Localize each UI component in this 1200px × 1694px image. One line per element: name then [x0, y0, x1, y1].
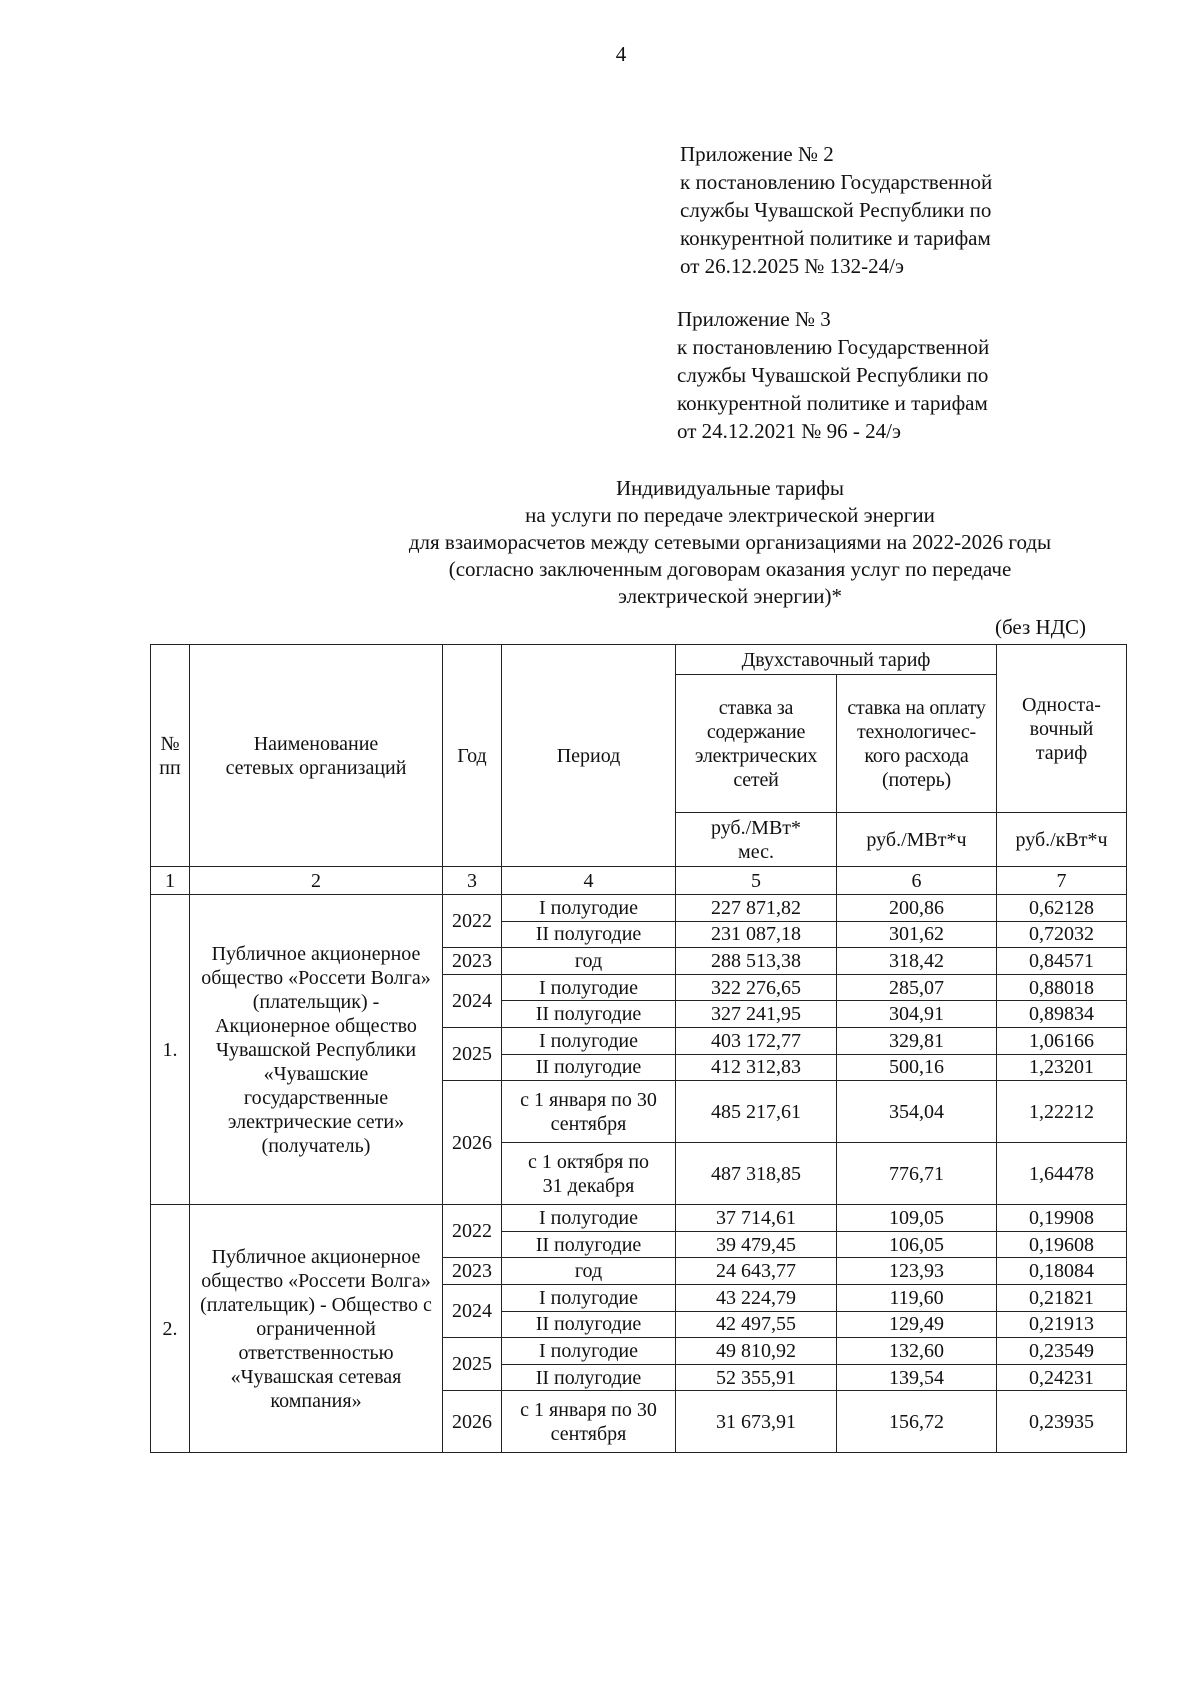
single-rate-cell: 1,22212 [997, 1081, 1127, 1143]
year-cell: 2022 [443, 895, 502, 948]
period-cell: II полугодие [502, 921, 676, 948]
year-cell: 2026 [443, 1081, 502, 1205]
maintenance-rate-cell: 31 673,91 [676, 1391, 837, 1453]
single-rate-cell: 0,88018 [997, 974, 1127, 1001]
table-body [151, 895, 1127, 1453]
losses-rate-cell: 329,81 [837, 1027, 997, 1054]
organization-name: Публичное акционерное общество «Россети Волга» (плательщик) - Акционерное общество Чувашской Республики «Чувашские государственные электрические сети» (получатель) [190, 895, 443, 1205]
maintenance-rate-cell: 412 312,83 [676, 1054, 837, 1081]
appendix-line: от 24.12.2021 № 96 - 24/э [677, 419, 902, 443]
period-cell: год [502, 1258, 676, 1285]
maintenance-rate-cell: 485 217,61 [676, 1081, 837, 1143]
losses-rate-cell: 318,42 [837, 948, 997, 975]
column-number: 1 [151, 867, 190, 895]
losses-rate-cell: 354,04 [837, 1081, 997, 1143]
single-rate-cell: 0,18084 [997, 1258, 1127, 1285]
header-name: Наименование сетевых организаций [190, 645, 443, 867]
maintenance-rate-cell: 52 355,91 [676, 1364, 837, 1391]
appendix-line: службы Чувашской Республики по [677, 363, 989, 387]
single-rate-cell: 0,21913 [997, 1311, 1127, 1338]
title-line: (согласно заключенным договорам оказания услуг по передаче [448, 557, 1012, 581]
maintenance-rate-cell: 42 497,55 [676, 1311, 837, 1338]
maintenance-rate-cell: 227 871,82 [676, 895, 837, 922]
period-cell: год [502, 948, 676, 975]
row-number: 2. [151, 1205, 190, 1453]
period-cell: с 1 октября по 31 декабря [502, 1143, 676, 1205]
vat-note: (без НДС) [995, 615, 1087, 639]
year-cell: 2024 [443, 974, 502, 1027]
year-cell: 2025 [443, 1027, 502, 1080]
header-year: Год [443, 645, 502, 867]
losses-rate-cell: 285,07 [837, 974, 997, 1001]
year-cell: 2023 [443, 1258, 502, 1285]
single-rate-cell: 0,24231 [997, 1364, 1127, 1391]
header-rate-maintenance: ставка за содержание электрических сетей [676, 675, 837, 813]
header-two-rate: Двухставочный тариф [676, 645, 997, 675]
losses-rate-cell: 119,60 [837, 1284, 997, 1311]
single-rate-cell: 1,64478 [997, 1143, 1127, 1205]
period-cell: I полугодие [502, 1027, 676, 1054]
single-rate-cell: 0,72032 [997, 921, 1127, 948]
single-rate-cell: 1,23201 [997, 1054, 1127, 1081]
column-number: 2 [190, 867, 443, 895]
year-cell: 2026 [443, 1391, 502, 1453]
column-number: 5 [676, 867, 837, 895]
column-number: 6 [837, 867, 997, 895]
table-header [151, 645, 1127, 895]
single-rate-cell: 0,89834 [997, 1001, 1127, 1028]
appendix-line: Приложение № 2 [680, 142, 834, 166]
maintenance-rate-cell: 231 087,18 [676, 921, 837, 948]
period-cell: с 1 января по 30 сентября [502, 1081, 676, 1143]
appendix-3-header [677, 305, 989, 445]
single-rate-cell: 0,23935 [997, 1391, 1127, 1453]
header-rate-losses: ставка на оплату технологичес-кого расхода (потерь) [837, 675, 997, 813]
header-single-rate: Односта-вочный тариф [997, 645, 1127, 813]
appendix-line: конкурентной политике и тарифам [680, 226, 991, 250]
maintenance-rate-cell: 39 479,45 [676, 1231, 837, 1258]
losses-rate-cell: 776,71 [837, 1143, 997, 1205]
column-number: 7 [997, 867, 1127, 895]
losses-rate-cell: 132,60 [837, 1338, 997, 1365]
maintenance-rate-cell: 24 643,77 [676, 1258, 837, 1285]
appendix-line: конкурентной политике и тарифам [677, 391, 988, 415]
losses-rate-cell: 304,91 [837, 1001, 997, 1028]
maintenance-rate-cell: 43 224,79 [676, 1284, 837, 1311]
maintenance-rate-cell: 403 172,77 [676, 1027, 837, 1054]
period-cell: с 1 января по 30 сентября [502, 1391, 676, 1453]
year-cell: 2022 [443, 1205, 502, 1258]
losses-rate-cell: 301,62 [837, 921, 997, 948]
maintenance-rate-cell: 37 714,61 [676, 1205, 837, 1232]
losses-rate-cell: 123,93 [837, 1258, 997, 1285]
period-cell: I полугодие [502, 1338, 676, 1365]
table-row [151, 895, 1127, 922]
single-rate-cell: 0,21821 [997, 1284, 1127, 1311]
appendix-line: к постановлению Государственной [680, 170, 993, 194]
losses-rate-cell: 500,16 [837, 1054, 997, 1081]
appendix-line: Приложение № 3 [677, 307, 831, 331]
appendix-line: к постановлению Государственной [677, 335, 990, 359]
header-num: № пп [151, 645, 190, 867]
period-cell: II полугодие [502, 1231, 676, 1258]
losses-rate-cell: 129,49 [837, 1311, 997, 1338]
title-line: для взаиморасчетов между сетевыми организациями на 2022-2026 годы [408, 530, 1052, 554]
single-rate-cell: 1,06166 [997, 1027, 1127, 1054]
period-cell: I полугодие [502, 895, 676, 922]
title-line: Индивидуальные тарифы [615, 476, 845, 500]
losses-rate-cell: 156,72 [837, 1391, 997, 1453]
period-cell: II полугодие [502, 1364, 676, 1391]
tariff-table [150, 644, 1127, 1453]
losses-rate-cell: 139,54 [837, 1364, 997, 1391]
period-cell: II полугодие [502, 1311, 676, 1338]
appendix-line: от 26.12.2025 № 132-24/э [680, 254, 905, 278]
period-cell: II полугодие [502, 1054, 676, 1081]
maintenance-rate-cell: 327 241,95 [676, 1001, 837, 1028]
losses-rate-cell: 106,05 [837, 1231, 997, 1258]
maintenance-rate-cell: 49 810,92 [676, 1338, 837, 1365]
table-row [151, 1205, 1127, 1232]
single-rate-cell: 0,23549 [997, 1338, 1127, 1365]
year-cell: 2023 [443, 948, 502, 975]
organization-name: Публичное акционерное общество «Россети Волга» (плательщик) - Общество с ограниченной ответственностью «Чувашская сетевая компания» [190, 1205, 443, 1453]
page-number: 4 [615, 42, 627, 66]
period-cell: I полугодие [502, 1284, 676, 1311]
maintenance-rate-cell: 322 276,65 [676, 974, 837, 1001]
period-cell: I полугодие [502, 974, 676, 1001]
single-rate-cell: 0,19908 [997, 1205, 1127, 1232]
unit-losses: руб./МВт*ч [837, 813, 997, 867]
period-cell: II полугодие [502, 1001, 676, 1028]
column-number: 3 [443, 867, 502, 895]
maintenance-rate-cell: 288 513,38 [676, 948, 837, 975]
column-number: 4 [502, 867, 676, 895]
title-line: на услуги по передаче электрической энергии [525, 503, 935, 527]
single-rate-cell: 0,62128 [997, 895, 1127, 922]
unit-single: руб./кВт*ч [997, 813, 1127, 867]
losses-rate-cell: 109,05 [837, 1205, 997, 1232]
appendix-2-header [680, 140, 992, 280]
unit-maintenance: руб./МВт* мес. [676, 813, 837, 867]
year-cell: 2024 [443, 1284, 502, 1337]
maintenance-rate-cell: 487 318,85 [676, 1143, 837, 1205]
single-rate-cell: 0,19608 [997, 1231, 1127, 1258]
title-line: электрической энергии)* [617, 584, 843, 608]
document-title [200, 475, 1200, 610]
row-number: 1. [151, 895, 190, 1205]
period-cell: I полугодие [502, 1205, 676, 1232]
appendix-line: службы Чувашской Республики по [680, 198, 992, 222]
header-period: Период [502, 645, 676, 867]
year-cell: 2025 [443, 1338, 502, 1391]
single-rate-cell: 0,84571 [997, 948, 1127, 975]
losses-rate-cell: 200,86 [837, 895, 997, 922]
